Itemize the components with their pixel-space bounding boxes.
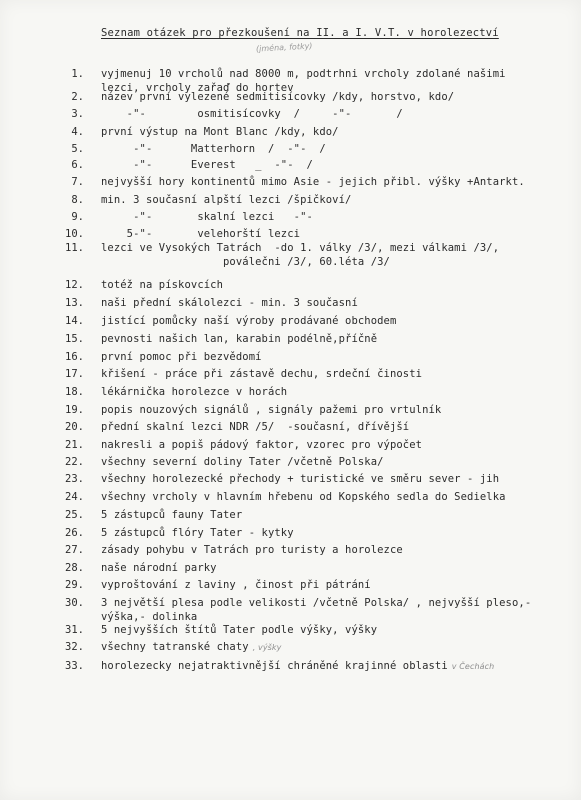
- question-item: [0, 279, 581, 297]
- question-text: vyproštování z laviny , činost při pátrání: [101, 579, 371, 591]
- handwritten-annotation: , výšky: [252, 643, 282, 652]
- question-number: 23.: [65, 473, 84, 485]
- question-number: 21.: [65, 439, 84, 451]
- question-item: [0, 660, 581, 678]
- question-item: [0, 297, 581, 315]
- question-item: [0, 491, 581, 509]
- question-item: [0, 404, 581, 422]
- question-number: 5.: [71, 143, 84, 155]
- question-number: 11.: [65, 242, 84, 254]
- question-text: všechny horolezecké přechody + turistické ve směru sever - jih: [101, 473, 500, 485]
- question-text: pevnosti našich lan, karabin podélně,příčně: [101, 333, 378, 345]
- question-text: všechny severní doliny Tater /včetně Polska/: [101, 456, 384, 468]
- question-item: [0, 242, 581, 268]
- question-item: [0, 544, 581, 562]
- question-item: [0, 624, 581, 642]
- question-text: zásady pohybu v Tatrách pro turisty a horolezce: [101, 544, 403, 556]
- question-item: [0, 126, 581, 144]
- question-text: lékárnička horolezce v horách: [101, 386, 288, 398]
- question-item: [0, 579, 581, 597]
- question-text: min. 3 současní alpští lezci /špičkoví/: [101, 194, 352, 206]
- question-number: 28.: [65, 562, 84, 574]
- question-number: 33.: [65, 660, 84, 672]
- question-text: 5 nejvyšších štítů Tater podle výšky, výšky: [101, 624, 378, 636]
- question-number: 3.: [71, 108, 84, 120]
- question-item: [0, 509, 581, 527]
- question-number: 9.: [71, 211, 84, 223]
- question-text: poválečni /3/, 60.léta /3/: [101, 256, 390, 268]
- question-number: 20.: [65, 421, 84, 433]
- question-number: 14.: [65, 315, 84, 327]
- question-number: 2.: [71, 91, 84, 103]
- question-text: nakresli a popiš pádový faktor, vzorec pro výpočet: [101, 439, 423, 451]
- question-text: 5-"- velehorští lezci: [101, 228, 301, 240]
- question-item: [0, 562, 581, 580]
- question-text: popis nouzových signálů , signály pažemi pro vrtulník: [101, 404, 442, 416]
- question-number: 31.: [65, 624, 84, 636]
- question-number: 4.: [71, 126, 84, 138]
- question-item: [0, 386, 581, 404]
- question-item: [0, 68, 581, 94]
- question-item: [0, 351, 581, 369]
- question-number: 27.: [65, 544, 84, 556]
- question-number: 6.: [71, 159, 84, 171]
- question-text: 5 zástupců flóry Tater - kytky: [101, 527, 294, 539]
- question-text: -"- Matterhorn / -"- /: [101, 143, 326, 155]
- question-number: 7.: [71, 176, 84, 188]
- question-item: [0, 108, 581, 126]
- question-number: 8.: [71, 194, 84, 206]
- question-text: jistící pomůcky naší výroby prodávané obchodem: [101, 315, 397, 327]
- question-number: 12.: [65, 279, 84, 291]
- question-item: [0, 159, 581, 177]
- question-text: totéž na pískovcích: [101, 279, 224, 291]
- question-number: 25.: [65, 509, 84, 521]
- handwritten-annotation: v Čechách: [451, 662, 495, 671]
- question-text: -"- skalní lezci -"-: [101, 211, 313, 223]
- question-number: 17.: [65, 368, 84, 380]
- question-number: 30.: [65, 597, 84, 609]
- question-number: 15.: [65, 333, 84, 345]
- question-text: -"- Everest _ -"- /: [101, 159, 313, 171]
- question-text: název první vylezené sedmitisícovky /kdy, horstvo, kdo/: [101, 91, 455, 103]
- question-item: [0, 176, 581, 194]
- question-number: 16.: [65, 351, 84, 363]
- question-number: 22.: [65, 456, 84, 468]
- question-item: [0, 368, 581, 386]
- question-text: výška,- dolinka: [101, 611, 198, 623]
- question-item: [0, 473, 581, 491]
- question-text: naši přední skálolezci - min. 3 současní: [101, 297, 358, 309]
- document-title: Seznam otázek pro přezkoušení na II. a I. V.T. v horolezectví: [101, 27, 499, 39]
- question-text: -"- osmitisícovky / -"- /: [101, 108, 403, 120]
- question-text: lezci ve Vysokých Tatrách -do 1. války /3/, mezi válkami /3/,: [101, 242, 500, 254]
- question-number: 18.: [65, 386, 84, 398]
- question-item: [0, 527, 581, 545]
- question-number: 10.: [65, 228, 84, 240]
- question-item: [0, 194, 581, 212]
- question-item: [0, 456, 581, 474]
- question-text: přední skalní lezci NDR /5/ -současní, dřívější: [101, 421, 410, 433]
- question-number: 29.: [65, 579, 84, 591]
- question-item: [0, 421, 581, 439]
- question-item: [0, 597, 581, 623]
- question-number: 19.: [65, 404, 84, 416]
- question-text: nejvyšší hory kontinentů mimo Asie - jejich přibl. výšky +Antarkt.: [101, 176, 525, 188]
- question-number: 1.: [71, 68, 84, 80]
- question-text: všechny tatranské chaty , výšky: [101, 641, 282, 653]
- question-item: [0, 439, 581, 457]
- question-item: [0, 315, 581, 333]
- question-text: křišení - práce při zástavě dechu, srdeční činosti: [101, 368, 423, 380]
- question-number: 24.: [65, 491, 84, 503]
- question-number: 26.: [65, 527, 84, 539]
- question-item: [0, 641, 581, 659]
- question-item: [0, 91, 581, 109]
- question-text: první pomoc při bezvědomí: [101, 351, 262, 363]
- question-text: naše národní parky: [101, 562, 217, 574]
- question-text: horolezecky nejatraktivnější chráněné krajinné oblasti v Čechách: [101, 660, 495, 672]
- question-number: 13.: [65, 297, 84, 309]
- question-text: vyjmenuj 10 vrcholů nad 8000 m, podtrhni vrcholy zdolané našimi: [101, 68, 506, 80]
- question-text: 3 největší plesa podle velikosti /včetně Polska/ , nejvyšší pleso,-: [101, 597, 532, 609]
- handwritten-note: (jména, fotky): [255, 41, 313, 54]
- question-item: [0, 333, 581, 351]
- question-number: 32.: [65, 641, 84, 653]
- question-text: 5 zástupců fauny Tater: [101, 509, 243, 521]
- question-text: všechny vrcholy v hlavním hřebenu od Kopského sedla do Sedielka: [101, 491, 506, 503]
- question-text: lezci, vrcholy zařaď do hortev: [101, 82, 294, 94]
- question-text: první výstup na Mont Blanc /kdy, kdo/: [101, 126, 339, 138]
- question-item: [0, 211, 581, 229]
